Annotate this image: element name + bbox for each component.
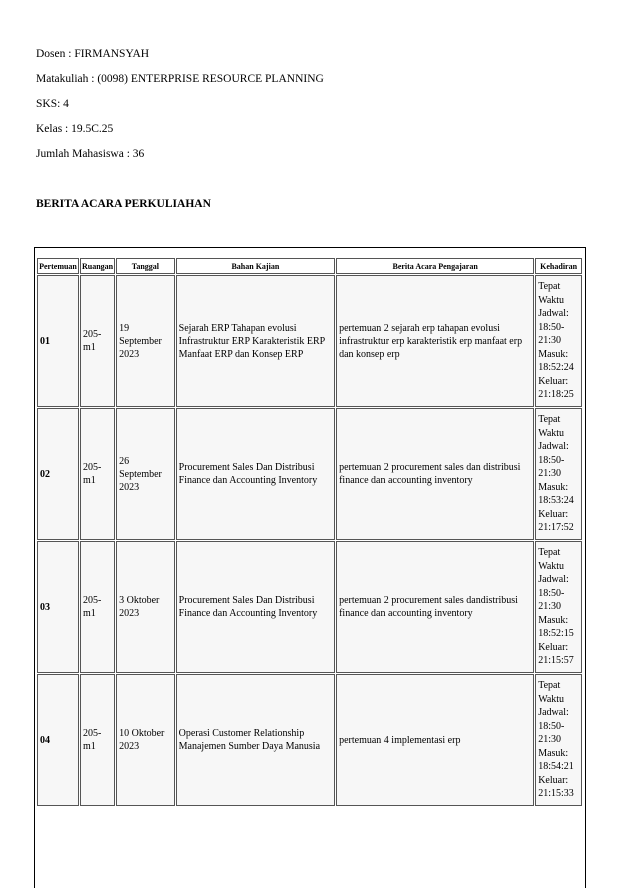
header-berita-acara: Berita Acara Pengajaran [336,258,534,274]
kelas-line: Kelas : 19.5C.25 [36,123,114,135]
cell-pertemuan: 04 [37,674,79,806]
header-bahan-kajian: Bahan Kajian [176,258,335,274]
table-header-row [37,258,582,274]
table-row [37,541,582,673]
cell-tanggal: 26 September 2023 [116,408,175,540]
header-ruangan: Ruangan [80,258,115,274]
header-kehadiran: Kehadiran [535,258,582,274]
cell-kehadiran: Tepat Waktu Jadwal: 18:50-21:30 Masuk: 18:53:24 Keluar: 21:17:52 [535,408,582,540]
cell-pertemuan: 01 [37,275,79,407]
header-pertemuan: Pertemuan [37,258,79,274]
cell-bahan-kajian: Operasi Customer Relationship Manajemen Sumber Daya Manusia [176,674,335,806]
cell-kehadiran: Tepat Waktu Jadwal: 18:50-21:30 Masuk: 18:52:15 Keluar: 21:15:57 [535,541,582,673]
header-tanggal: Tanggal [116,258,175,274]
cell-tanggal: 10 Oktober 2023 [116,674,175,806]
cell-kehadiran: Tepat Waktu Jadwal: 18:50-21:30 Masuk: 18:54:21 Keluar: 21:15:33 [535,674,582,806]
table-row [37,275,582,407]
cell-pertemuan: 03 [37,541,79,673]
jumlah-mahasiswa-line: Jumlah Mahasiswa : 36 [36,148,145,160]
dosen-line: Dosen : FIRMANSYAH [36,48,150,60]
attendance-table [36,257,583,807]
cell-berita-acara: pertemuan 2 sejarah erp tahapan evolusi infrastruktur erp karakteristik erp manfaat erp dan konsep erp [336,275,534,407]
page-title: BERITA ACARA PERKULIAHAN [36,198,211,210]
cell-berita-acara: pertemuan 4 implementasi erp [336,674,534,806]
cell-ruangan: 205-m1 [80,275,115,407]
cell-bahan-kajian: Procurement Sales Dan Distribusi Finance dan Accounting Inventory [176,541,335,673]
cell-kehadiran: Tepat Waktu Jadwal: 18:50-21:30 Masuk: 18:52:24 Keluar: 21:18:25 [535,275,582,407]
sks-line: SKS: 4 [36,98,69,110]
cell-ruangan: 205-m1 [80,408,115,540]
cell-tanggal: 19 September 2023 [116,275,175,407]
cell-berita-acara: pertemuan 2 procurement sales dandistribusi finance dan accounting inventory [336,541,534,673]
cell-tanggal: 3 Oktober 2023 [116,541,175,673]
cell-berita-acara: pertemuan 2 procurement sales dan distribusi finance dan accounting inventory [336,408,534,540]
cell-ruangan: 205-m1 [80,541,115,673]
cell-bahan-kajian: Procurement Sales Dan Distribusi Finance dan Accounting Inventory [176,408,335,540]
matakuliah-line: Matakuliah : (0098) ENTERPRISE RESOURCE PLANNING [36,73,324,85]
cell-ruangan: 205-m1 [80,674,115,806]
cell-bahan-kajian: Sejarah ERP Tahapan evolusi Infrastruktur ERP Karakteristik ERP Manfaat ERP dan Konsep ERP [176,275,335,407]
cell-pertemuan: 02 [37,408,79,540]
table-row [37,408,582,540]
table-row [37,674,582,806]
